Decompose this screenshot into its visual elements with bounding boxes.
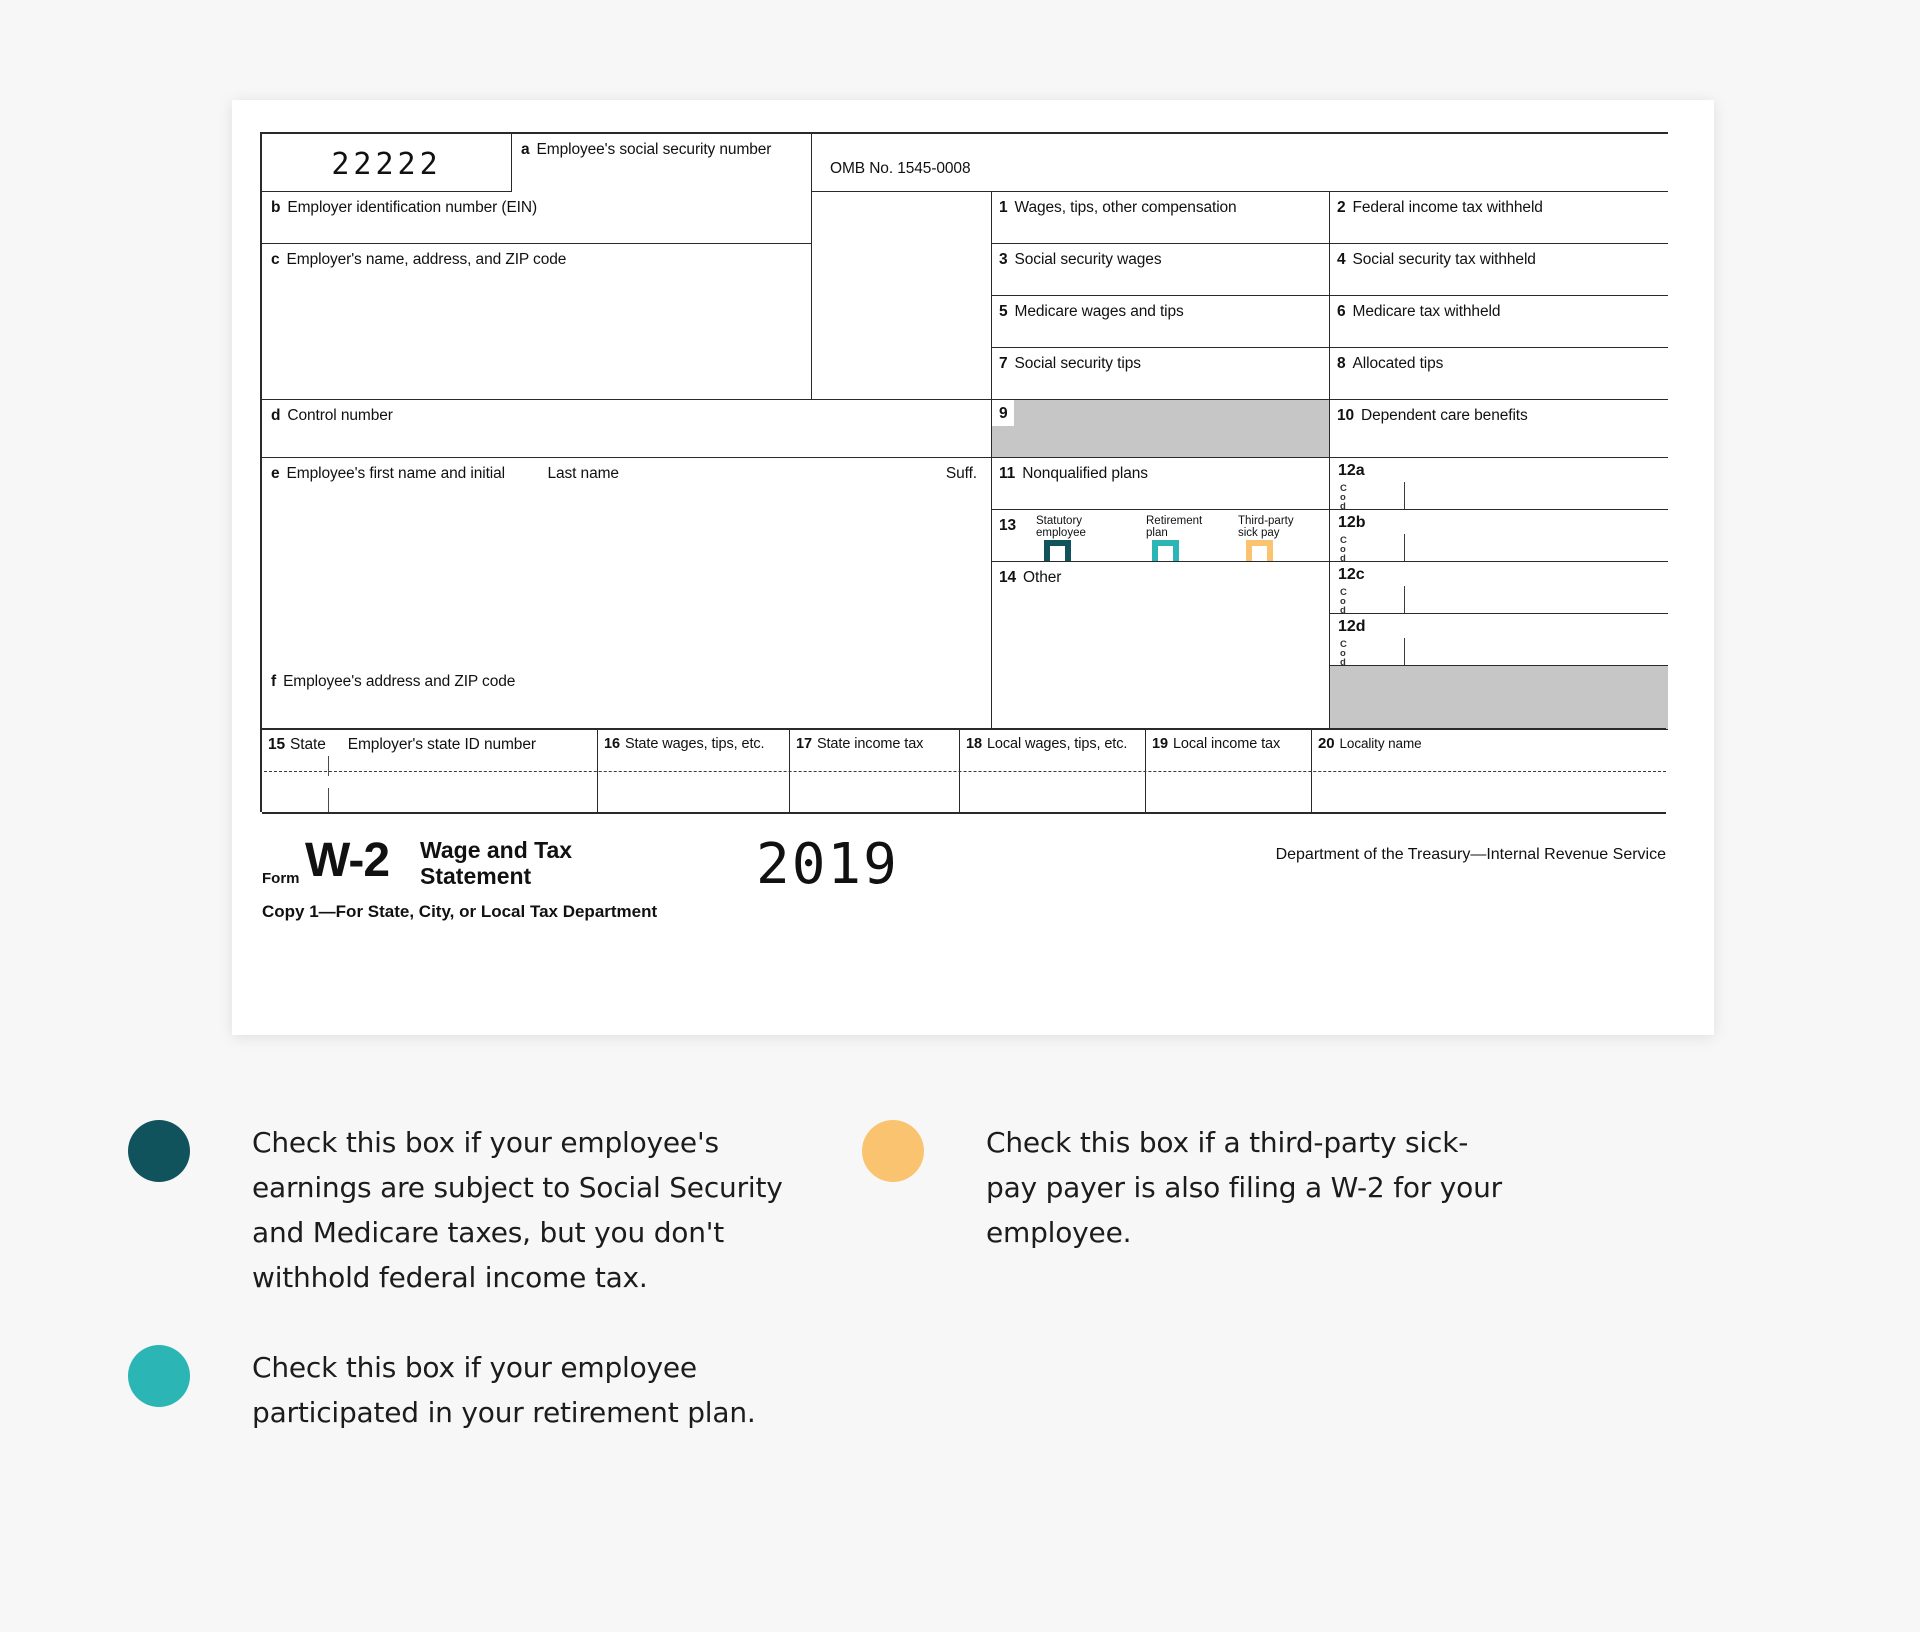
box-3-label: 3 Social security wages — [999, 251, 1162, 268]
box-8-label: 8 Allocated tips — [1337, 355, 1444, 372]
box-14-label: 14 Other — [999, 569, 1062, 586]
box-4-ss-tax-cell[interactable] — [1330, 244, 1668, 296]
box-d-label: d Control number — [271, 407, 393, 424]
box-10-dependent-care-cell[interactable] — [1330, 400, 1668, 458]
box-7-ss-tips-cell[interactable] — [992, 348, 1330, 400]
box-6-label: 6 Medicare tax withheld — [1337, 303, 1501, 320]
legend-text-statutory-employee: Check this box if your employee's earnings are subject to Social Security and Medicare taxes, but you don't withhold federal income tax. — [252, 1126, 783, 1294]
box-18-local-wages-cell[interactable] — [960, 730, 1146, 814]
box-14-other-cell[interactable] — [992, 562, 1330, 730]
legend-text-retirement-plan: Check this box if your employee participated in your retirement plan. — [252, 1351, 756, 1429]
box-19-local-income-tax-cell[interactable] — [1146, 730, 1312, 814]
box-13-checkbox-row-cell — [992, 510, 1330, 562]
box-b-label: b Employer identification number (EIN) — [271, 199, 538, 216]
box-15-tick-upper — [328, 756, 329, 776]
shaded-filler-cell — [1330, 666, 1668, 730]
box-15-state-cell[interactable] — [262, 730, 598, 814]
box-12d-label: 12d — [1338, 618, 1366, 635]
box-12b-label: 12b — [1338, 514, 1366, 531]
box-3-ss-wages-cell[interactable] — [992, 244, 1330, 296]
box-12d-code-label: C o d — [1340, 639, 1347, 666]
box-4-label: 4 Social security tax withheld — [1337, 251, 1536, 268]
box-12a-label: 12a — [1338, 462, 1365, 479]
box-2-label: 2 Federal income tax withheld — [1337, 199, 1543, 216]
tax-year-label: 2019 — [756, 832, 899, 897]
state-local-row-bottom-rule — [262, 812, 1666, 814]
box-12a-code-divider — [1404, 482, 1405, 510]
box-12a-cell[interactable] — [1330, 458, 1668, 510]
box-d-control-number-cell[interactable] — [262, 400, 992, 458]
box-1-label: 1 Wages, tips, other compensation — [999, 199, 1237, 216]
box-19-label: 19 Local income tax — [1152, 736, 1281, 752]
third-party-sick-pay-checkbox-group[interactable] — [1238, 514, 1328, 562]
box-20-locality-name-cell[interactable] — [1312, 730, 1668, 814]
box-17-label: 17 State income tax — [796, 736, 924, 752]
box-12b-cell[interactable] — [1330, 510, 1668, 562]
box-12c-cell[interactable] — [1330, 562, 1668, 614]
box-15-tick-lower — [328, 788, 329, 814]
copy-designation-label: Copy 1—For State, City, or Local Tax Department — [262, 902, 658, 921]
control-number-value: 22222 — [331, 147, 442, 182]
box-e-suffix-label: Suff. — [945, 465, 977, 482]
box-e-label: e Employee's first name and initial Last name Suff. — [271, 465, 977, 482]
box-20-label: 20 Locality name — [1318, 735, 1422, 752]
box-e-lastname-label: Last name — [547, 465, 619, 482]
third-party-sick-pay-checkbox[interactable] — [1246, 540, 1273, 562]
box-18-label: 18 Local wages, tips, etc. — [966, 736, 1128, 752]
box-12b-code-label: C o d — [1340, 535, 1347, 562]
box-f-label: f Employee's address and ZIP code — [271, 673, 516, 690]
box-f-employee-address-cell[interactable] — [262, 666, 992, 730]
legend-dot-statutory-employee — [128, 1120, 190, 1182]
box-2-federal-tax-cell[interactable] — [1330, 192, 1668, 244]
box-17-state-income-tax-cell[interactable] — [790, 730, 960, 814]
box-6-medicare-tax-cell[interactable] — [1330, 296, 1668, 348]
box-11-nonqualified-cell[interactable] — [992, 458, 1330, 510]
omb-number-label: OMB No. 1545-0008 — [830, 160, 971, 177]
state-local-dashed-separator — [264, 771, 1666, 772]
omb-number-cell — [812, 134, 1668, 192]
legend-text-third-party-sick-pay: Check this box if a third-party sick-pay payer is also filing a W-2 for your employee. — [986, 1126, 1502, 1249]
state-local-row-top-rule — [262, 728, 1666, 730]
department-label: Department of the Treasury—Internal Revenue Service — [1275, 846, 1666, 863]
w2-form-table — [260, 132, 1668, 812]
box-12d-code-divider — [1404, 638, 1405, 666]
control-number-display-cell — [262, 134, 512, 192]
box-11-label: 11 Nonqualified plans — [999, 465, 1148, 482]
box-12c-label: 12c — [1338, 566, 1365, 583]
box-7-label: 7 Social security tips — [999, 355, 1141, 372]
box-12b-code-divider — [1404, 534, 1405, 562]
third-party-sick-pay-label: Third-party sick pay — [1238, 515, 1294, 539]
box-10-label: 10 Dependent care benefits — [1337, 407, 1528, 424]
statutory-employee-label: Statutory employee — [1036, 515, 1086, 539]
retirement-plan-checkbox[interactable] — [1152, 540, 1179, 562]
box-16-state-wages-cell[interactable] — [598, 730, 790, 814]
spacer-column-cell — [812, 192, 992, 400]
box-13-number: 13 — [999, 517, 1017, 534]
statutory-employee-checkbox[interactable] — [1044, 540, 1071, 562]
legend-item-statutory-employee — [128, 1120, 828, 1300]
w2-form-card — [232, 100, 1714, 1035]
box-12d-cell[interactable] — [1330, 614, 1668, 666]
box-c-employer-cell[interactable] — [262, 244, 812, 400]
form-footer — [260, 818, 1668, 921]
legend-dot-third-party-sick-pay — [862, 1120, 924, 1182]
legend-item-third-party-sick-pay — [862, 1120, 1562, 1255]
box-16-label: 16 State wages, tips, etc. — [604, 736, 765, 752]
retirement-plan-checkbox-group[interactable] — [1146, 514, 1232, 562]
form-number-label: W-2 — [305, 834, 390, 887]
box-12a-code-label: C o d — [1340, 483, 1347, 510]
box-a-ssn-cell[interactable] — [512, 134, 812, 192]
box-12c-code-divider — [1404, 586, 1405, 614]
box-1-wages-cell[interactable] — [992, 192, 1330, 244]
box-b-ein-cell[interactable] — [262, 192, 812, 244]
form-title-label: Wage and Tax Statement — [420, 837, 573, 889]
box-5-medicare-wages-cell[interactable] — [992, 296, 1330, 348]
legend-item-retirement-plan — [128, 1345, 828, 1435]
box-15-label: 15 State Employer's state ID number — [268, 736, 536, 753]
box-c-label: c Employer's name, address, and ZIP code — [271, 251, 567, 268]
retirement-plan-label: Retirement plan — [1146, 515, 1203, 539]
legend-dot-retirement-plan — [128, 1345, 190, 1407]
box-12c-code-label: C o d — [1340, 587, 1347, 614]
statutory-employee-checkbox-group[interactable] — [1036, 514, 1122, 562]
box-9-label: 9 — [992, 400, 1014, 426]
box-8-allocated-tips-cell[interactable] — [1330, 348, 1668, 400]
box-5-label: 5 Medicare wages and tips — [999, 303, 1184, 320]
box-a-label: a Employee's social security number — [521, 141, 772, 158]
box-9-shaded-cell — [992, 400, 1330, 458]
form-word-label: Form — [262, 870, 300, 887]
